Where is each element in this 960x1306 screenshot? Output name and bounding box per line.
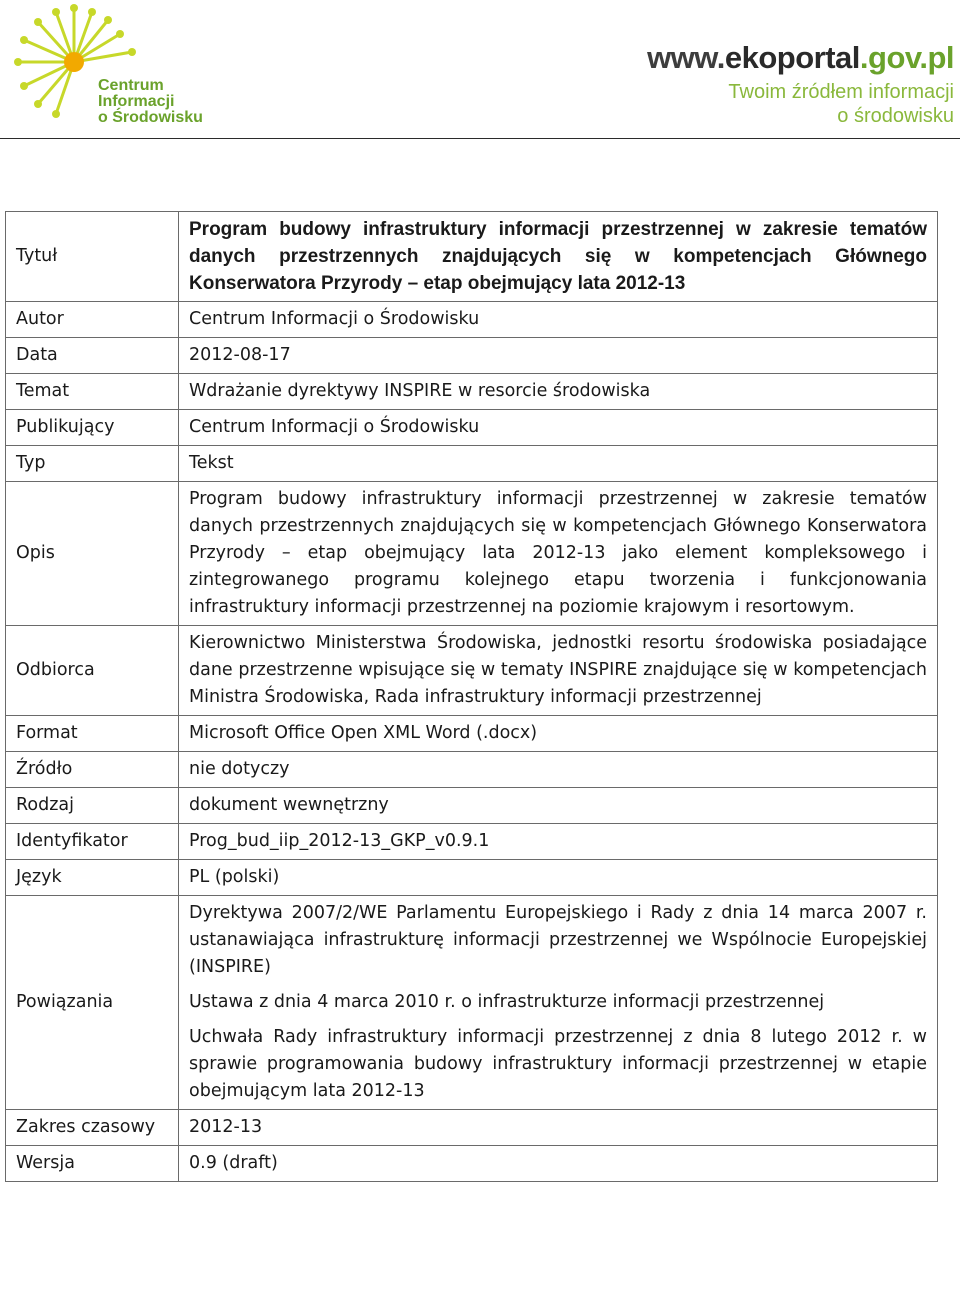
logo-line: Centrum bbox=[98, 77, 164, 94]
table-row bbox=[6, 896, 938, 1110]
row-value: Wdrażanie dyrektywy INSPIRE w resorcie środowiska bbox=[179, 374, 938, 410]
site-url-www: www. bbox=[647, 40, 725, 75]
row-value: Centrum Informacji o Środowisku bbox=[179, 410, 938, 446]
row-value: Centrum Informacji o Środowisku bbox=[179, 302, 938, 338]
logo-line: Informacji bbox=[98, 93, 175, 110]
row-label: Źródło bbox=[6, 752, 179, 788]
related-document: Uchwała Rady infrastruktury informacji przestrzennej z dnia 8 lutego 2012 r. w sprawie programowania budowy infrastruktury informacji przestrzennej w etapie obejmującym lata 2012-13 bbox=[189, 1027, 927, 1101]
row-label: Wersja bbox=[6, 1146, 179, 1182]
logo-text bbox=[98, 78, 203, 126]
tagline-line: o środowisku bbox=[837, 105, 954, 127]
logo-line: o Środowisku bbox=[98, 109, 203, 126]
row-value: Program budowy infrastruktury informacji przestrzennej w zakresie tematów danych przestrzennych znajdujących się w kompetencjach Głównego Konserwatora Przyrody – etap obejmujący lata 2012-13 bbox=[179, 212, 938, 302]
row-value: Kierownictwo Ministerstwa Środowiska, jednostki resortu środowiska posiadające dane przestrzenne wpisujące się w tematy INSPIRE znajdujące się w kompetencjach Ministra Środowiska, Rada infrastruktury informacji przestrzennej bbox=[179, 626, 938, 716]
site-url[interactable] bbox=[647, 40, 954, 76]
row-value: Prog_bud_iip_2012-13_GKP_v0.9.1 bbox=[179, 824, 938, 860]
site-url-domain: .gov.pl bbox=[859, 40, 954, 75]
table-row bbox=[6, 1110, 938, 1146]
row-label: Format bbox=[6, 716, 179, 752]
row-label: Autor bbox=[6, 302, 179, 338]
table-row bbox=[6, 374, 938, 410]
row-label: Opis bbox=[6, 482, 179, 626]
metadata-table bbox=[5, 211, 938, 1182]
row-value: 2012-08-17 bbox=[179, 338, 938, 374]
table-row bbox=[6, 1146, 938, 1182]
page-header bbox=[0, 0, 960, 140]
row-label: Identyfikator bbox=[6, 824, 179, 860]
table-row bbox=[6, 716, 938, 752]
row-label: Typ bbox=[6, 446, 179, 482]
row-label: Powiązania bbox=[6, 896, 179, 1110]
row-label: Tytuł bbox=[6, 212, 179, 302]
table-row bbox=[6, 410, 938, 446]
row-label: Temat bbox=[6, 374, 179, 410]
row-value: dokument wewnętrzny bbox=[179, 788, 938, 824]
table-row bbox=[6, 788, 938, 824]
site-url-name: ekoportal bbox=[724, 40, 860, 75]
table-row bbox=[6, 302, 938, 338]
row-value: Program budowy infrastruktury informacji przestrzennej w zakresie tematów danych przestrzennych znajdujących się w kompetencjach Głównego Konserwatora Przyrody – etap obejmujący lata 2012-13 jako element kompleksowego i zintegrowanego programu kolejnego etapu tworzenia i funkcjonowania infrastruktury informacji przestrzennej na poziomie krajowym i resortowym. bbox=[179, 482, 938, 626]
related-document: Ustawa z dnia 4 marca 2010 r. o infrastrukturze informacji przestrzennej bbox=[189, 992, 825, 1012]
table-row bbox=[6, 626, 938, 716]
header-divider bbox=[0, 138, 960, 139]
row-value: PL (polski) bbox=[179, 860, 938, 896]
tagline-line: Twoim źródłem informacji bbox=[728, 81, 954, 103]
table-row bbox=[6, 446, 938, 482]
row-label: Odbiorca bbox=[6, 626, 179, 716]
row-value: nie dotyczy bbox=[179, 752, 938, 788]
table-row bbox=[6, 482, 938, 626]
row-label: Publikujący bbox=[6, 410, 179, 446]
row-value: 0.9 (draft) bbox=[179, 1146, 938, 1182]
row-label: Data bbox=[6, 338, 179, 374]
row-value: Microsoft Office Open XML Word (.docx) bbox=[179, 716, 938, 752]
related-document: Dyrektywa 2007/2/WE Parlamentu Europejskiego i Rady z dnia 14 marca 2007 r. ustanawiająca infrastrukturę informacji przestrzennej we Wspólnocie Europejskiej (INSPIRE) bbox=[189, 903, 927, 977]
row-value: 2012-13 bbox=[179, 1110, 938, 1146]
row-label: Język bbox=[6, 860, 179, 896]
site-tagline bbox=[728, 80, 954, 128]
table-row bbox=[6, 824, 938, 860]
table-row bbox=[6, 752, 938, 788]
table-row bbox=[6, 212, 938, 302]
table-row bbox=[6, 860, 938, 896]
row-label: Rodzaj bbox=[6, 788, 179, 824]
row-label: Zakres czasowy bbox=[6, 1110, 179, 1146]
table-row bbox=[6, 338, 938, 374]
row-value: Tekst bbox=[179, 446, 938, 482]
row-value bbox=[179, 896, 938, 1110]
cios-logo bbox=[12, 4, 212, 132]
